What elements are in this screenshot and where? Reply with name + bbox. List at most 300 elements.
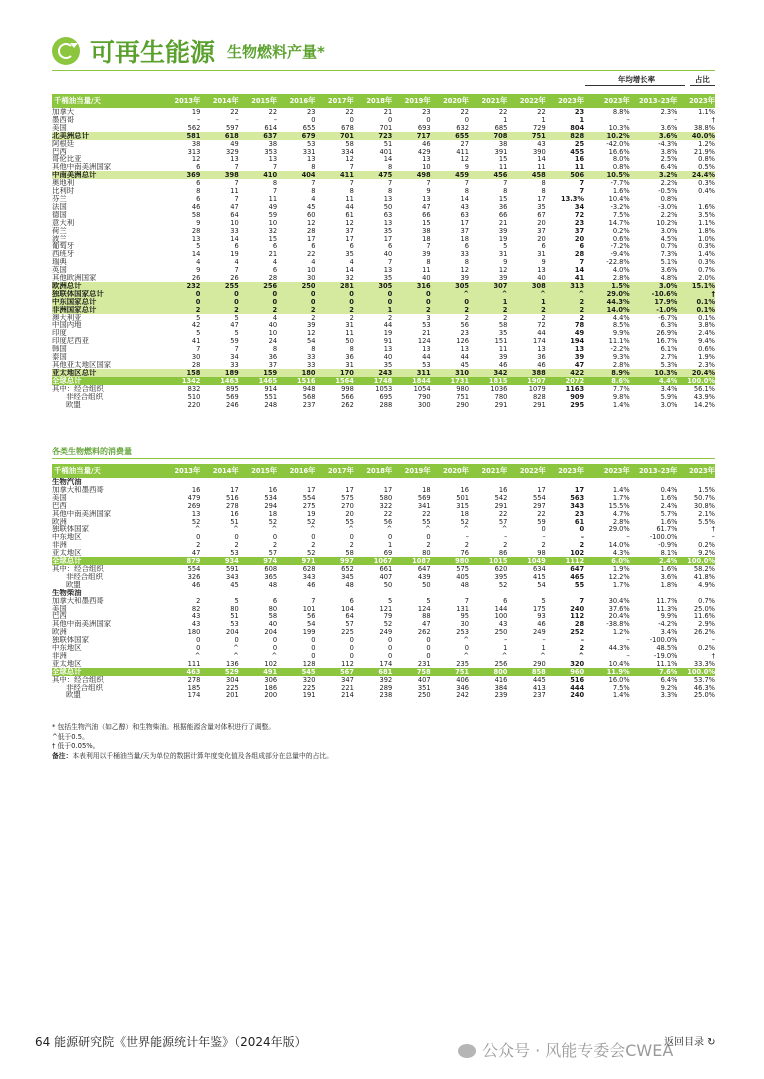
table-cell: 6: [272, 266, 278, 275]
column-header: 2013–23年: [630, 94, 678, 108]
table-cell: 15: [498, 155, 508, 164]
table-cell: 8: [349, 345, 354, 354]
table-cell: 46: [307, 580, 316, 589]
table-row: [52, 486, 715, 494]
row-label: 法国: [52, 202, 67, 211]
table-cell: 54: [537, 580, 546, 589]
table-cell: 331: [302, 147, 316, 156]
table-cell: 199: [302, 628, 316, 637]
column-header: 2023年: [546, 94, 584, 108]
table-cell: [354, 478, 392, 486]
table-cell: 15.5%: [608, 501, 630, 510]
table-cell: 6: [311, 242, 316, 251]
table-cell: [315, 478, 353, 486]
table-cell: 568: [302, 392, 316, 401]
table-row: [52, 668, 715, 676]
table-cell: 20: [574, 234, 585, 243]
table-cell: 91: [383, 337, 393, 346]
table-cell: 86: [498, 549, 508, 558]
table-cell: 45: [230, 580, 239, 589]
table-cell: -100.0%: [649, 636, 678, 645]
table-cell: 281: [315, 282, 353, 290]
table-cell: 37: [268, 361, 278, 369]
table-cell: [469, 589, 507, 597]
table-cell: 52: [268, 517, 278, 526]
table-row: [52, 171, 715, 179]
table-cell: 0: [349, 636, 354, 645]
table-row: [52, 258, 715, 266]
column-header: 2021年: [469, 464, 507, 478]
table-cell: 61.7%: [656, 525, 678, 534]
table-cell: 343: [570, 501, 585, 510]
row-label: 欧盟: [66, 580, 81, 589]
table-cell: 6.4%: [660, 163, 678, 172]
table-cell: 334: [341, 147, 354, 156]
table-cell: 58: [191, 210, 201, 219]
table-cell: 12: [460, 155, 469, 164]
table-cell: 8.5%: [612, 321, 630, 330]
table-cell: 36: [268, 353, 278, 361]
table-cell: 48: [345, 580, 354, 589]
table-cell: 30: [191, 353, 201, 361]
table-cell: 7: [349, 179, 354, 188]
table-cell: -7.7%: [610, 179, 630, 188]
table-cell: 256: [239, 282, 277, 290]
table-cell: 6: [503, 596, 508, 605]
table-cell: 2: [196, 596, 201, 605]
table-cell: 15.1%: [677, 282, 715, 290]
table-cell: 2.2%: [660, 179, 678, 188]
table-cell: 174: [379, 659, 393, 668]
table-cell: 4: [349, 258, 354, 267]
row-label: 泰国: [52, 353, 67, 361]
table-cell: 28: [191, 361, 201, 369]
table-cell: 0: [426, 115, 431, 124]
table-cell: 758: [392, 668, 430, 676]
table-cell: 22: [307, 250, 316, 259]
table-cell: 0: [272, 636, 278, 645]
table-cell: 5: [426, 596, 431, 605]
table-cell: 681: [354, 668, 392, 676]
table-cell: 44: [345, 202, 354, 211]
table-cell: 0: [392, 298, 430, 306]
table-cell: 290: [456, 400, 469, 409]
table-cell: –: [626, 636, 630, 645]
table-cell: 246: [226, 400, 239, 409]
row-label: 欧洲: [52, 517, 67, 526]
row-label: 其中：经合组织: [52, 384, 104, 393]
table-cell: 3.0%: [630, 282, 678, 290]
table-cell: 0: [387, 115, 393, 124]
table-cell: 47: [230, 321, 239, 330]
table-cell: 17: [383, 234, 393, 243]
table-cell: 2: [469, 306, 507, 314]
table-cell: 15: [422, 218, 431, 227]
table-cell: 8: [541, 187, 546, 195]
table-cell: [677, 589, 715, 597]
table-cell: 22: [537, 509, 546, 518]
table-cell: 58: [498, 321, 508, 330]
table-cell: 47: [422, 202, 431, 211]
row-label: 其他中南美洲国家: [52, 163, 112, 172]
table-cell: 10: [268, 218, 278, 227]
table-cell: 204: [226, 628, 239, 637]
table-cell: 7: [387, 258, 393, 267]
column-header: 2020年: [431, 94, 469, 108]
table-row: [52, 235, 715, 243]
table-cell: 9.8%: [612, 392, 630, 401]
table-cell: 0: [579, 525, 585, 534]
table-cell: †: [711, 651, 715, 660]
table-row: [52, 290, 715, 298]
table-cell: 7: [311, 179, 316, 188]
table-cell: ^: [271, 525, 278, 534]
column-header: 2013年: [162, 464, 200, 478]
table-cell: 315: [456, 501, 469, 510]
row-label: 非洲: [52, 651, 67, 660]
table-cell: 269: [187, 501, 201, 510]
growth-label: 年均增长率: [618, 75, 655, 84]
table-cell: 316: [392, 282, 430, 290]
table-cell: 13: [574, 345, 585, 354]
table-cell: 18: [460, 234, 469, 243]
table-cell: 2: [426, 541, 431, 550]
table-cell: 3.6%: [660, 572, 678, 581]
table-cell: 554: [187, 564, 201, 573]
row-label: 西班牙: [52, 250, 75, 259]
table-cell: 655: [302, 123, 316, 132]
table-cell: 1: [503, 644, 508, 652]
table-cell: 11.1%: [656, 659, 678, 668]
row-label: 中东地区: [52, 644, 82, 652]
table-cell: 131: [456, 604, 469, 613]
column-header: 2017年: [315, 94, 353, 108]
table-cell: 0: [315, 298, 353, 306]
table-cell: 0: [196, 636, 201, 645]
table-cell: 310: [431, 369, 469, 377]
table-cell: 2: [579, 541, 585, 550]
table-cell: 2.8%: [612, 274, 630, 282]
table-cell: 52: [498, 580, 508, 589]
table-row: [52, 242, 715, 250]
table-cell: 2.2%: [660, 210, 678, 219]
table-cell: 44: [537, 329, 546, 338]
table-cell: 8: [387, 163, 393, 172]
table-cell: 14: [345, 266, 354, 275]
table-cell: 225: [302, 683, 316, 692]
row-label: 非洲: [52, 541, 67, 550]
table-cell: 1.9%: [612, 564, 630, 573]
table-cell: 1067: [354, 557, 392, 565]
table-cell: 300: [417, 400, 431, 409]
table-cell: 5.3%: [660, 361, 678, 369]
table-cell: 0: [464, 644, 469, 652]
row-label: 欧盟: [66, 400, 81, 409]
table-cell: 351: [417, 683, 431, 692]
table-cell: –: [542, 636, 546, 645]
table-cell: 7: [234, 163, 239, 172]
row-label: 加拿大和墨西哥: [52, 596, 104, 605]
row-label: 哥伦比亚: [52, 155, 82, 164]
table-cell: 61: [345, 210, 354, 219]
table-cell: 100: [494, 612, 508, 621]
table-cell: 717: [392, 132, 430, 140]
biofuel-consumption-table: [52, 464, 715, 699]
table-cell: 58: [345, 139, 354, 148]
page-title: 可再生能源: [90, 38, 216, 67]
table-cell: -6.7%: [658, 313, 678, 322]
table-cell: 5: [196, 329, 201, 338]
table-cell: 9.2%: [698, 549, 715, 558]
table-cell: 0: [272, 644, 278, 652]
table-cell: 2: [546, 298, 584, 306]
table-cell: 8: [196, 187, 201, 195]
table-row: [52, 314, 715, 322]
table-row: [52, 274, 715, 282]
table-cell: 220: [187, 400, 201, 409]
table-cell: [392, 589, 430, 597]
table-cell: 3.4%: [660, 384, 678, 393]
table-cell: 960: [546, 668, 584, 676]
remark-label: 备注：: [52, 751, 73, 760]
biofuel-production-table: [52, 94, 715, 408]
table-cell: 4.3%: [612, 549, 630, 558]
table-cell: 31: [345, 361, 354, 369]
table-cell: 112: [570, 612, 585, 621]
table-cell: 33: [230, 226, 239, 235]
table-cell: 5: [234, 596, 239, 605]
table-cell: –: [626, 115, 630, 124]
table-cell: 31: [498, 250, 508, 259]
table-cell: 79: [383, 612, 393, 621]
table-cell: 0: [200, 298, 238, 306]
table-cell: 2: [541, 541, 546, 550]
footnote-3: † 低于0.05%。: [52, 742, 100, 750]
table-cell: 174: [187, 691, 201, 700]
table-cell: 0: [239, 290, 277, 298]
table-cell: 37: [537, 226, 546, 235]
table-cell: -22.8%: [606, 258, 630, 267]
table-cell: 510: [187, 392, 201, 401]
table-cell: 38.8%: [693, 123, 715, 132]
table-cell: 294: [264, 501, 278, 510]
table-cell: 46: [191, 202, 201, 211]
table-row: [52, 589, 715, 597]
table-cell: 542: [494, 493, 508, 502]
column-header: 2023年: [677, 94, 715, 108]
table-cell: 3.0%: [660, 226, 678, 235]
table-cell: 240: [570, 604, 585, 613]
table-cell: 50: [345, 337, 354, 346]
table-row: [52, 652, 715, 660]
row-label: 全球总计: [52, 668, 162, 676]
table-cell: 1564: [315, 377, 353, 385]
table-cell: 100.0%: [677, 668, 715, 676]
row-label: 亚太地区: [52, 659, 82, 668]
row-label: 印度: [52, 329, 67, 338]
table-cell: 422: [546, 369, 584, 377]
table-cell: 479: [187, 493, 201, 502]
back-to-contents-link[interactable]: 返回目录 ↻: [664, 1037, 716, 1048]
table-cell: 12.2%: [608, 572, 630, 581]
table-cell: 13: [191, 234, 201, 243]
row-label: 生物汽油: [52, 478, 82, 486]
table-cell: 151: [494, 337, 508, 346]
table-cell: 465: [570, 572, 585, 581]
table-cell: [200, 589, 238, 597]
table-cell: 238: [379, 691, 393, 700]
watermark-text: 公众号 · 风能专委会CWEA: [482, 1041, 674, 1060]
table-cell: 6: [234, 242, 239, 251]
table-cell: 291: [494, 400, 508, 409]
table-row: [52, 369, 715, 377]
table-cell: 384: [494, 683, 508, 692]
table-cell: –: [674, 115, 678, 124]
table-cell: 189: [200, 369, 238, 377]
table-cell: 341: [417, 501, 431, 510]
row-label: 加拿大和墨西哥: [52, 485, 104, 494]
table-cell: 632: [456, 123, 469, 132]
table-cell: 57: [345, 620, 354, 629]
table-cell: 1: [503, 115, 508, 124]
table-cell: 998: [341, 384, 354, 393]
table-cell: 828: [546, 132, 584, 140]
table-cell: 43: [191, 612, 201, 621]
table-cell: 2: [392, 306, 430, 314]
table-cell: 0.3%: [698, 242, 715, 251]
table-cell: ^: [463, 525, 469, 534]
table-cell: ^: [194, 651, 201, 660]
table-cell: 20.4%: [677, 369, 715, 377]
table-cell: 59: [268, 210, 278, 219]
table-row: [52, 195, 715, 203]
table-cell: 0: [196, 533, 201, 542]
row-label: 美国: [52, 123, 67, 132]
row-label: 意大利: [52, 218, 75, 227]
table-cell: 88: [422, 612, 431, 621]
table-cell: 39: [574, 353, 585, 361]
table-cell: 204: [264, 628, 278, 637]
row-label: 墨西哥: [52, 115, 75, 124]
table-cell: –: [580, 636, 585, 645]
table-cell: 23: [574, 218, 585, 227]
table-cell: 25.0%: [693, 604, 715, 613]
table-cell: 9: [196, 218, 201, 227]
table-cell: 112: [341, 659, 354, 668]
table-row: [52, 573, 715, 581]
table-cell: 416: [494, 675, 508, 684]
table-cell: 43: [460, 202, 469, 211]
table-cell: 17: [307, 485, 316, 494]
table-cell: 40: [383, 353, 393, 361]
table-cell: 7.6%: [630, 668, 678, 676]
table-cell: 55: [422, 517, 431, 526]
table-cell: 1.9%: [698, 353, 715, 361]
table-cell: 38: [422, 226, 431, 235]
table-cell: 61: [574, 517, 585, 526]
table-cell: 0: [349, 115, 354, 124]
table-cell: 40: [383, 250, 393, 259]
table-cell: [200, 478, 238, 486]
table-cell: 58.2%: [693, 564, 715, 573]
table-cell: 13: [383, 266, 393, 275]
table-cell: 10.3%: [630, 369, 678, 377]
table-cell: 11: [574, 163, 585, 172]
table-cell: 243: [354, 369, 392, 377]
table-cell: 4: [196, 258, 201, 267]
table-cell: 255: [200, 282, 238, 290]
table-cell: 69: [383, 549, 393, 558]
table-row: [52, 533, 715, 541]
table-cell: 1.6%: [660, 564, 678, 573]
table-cell: [162, 478, 200, 486]
table-cell: 948: [302, 384, 316, 393]
share-rule: [690, 85, 715, 86]
table-cell: 392: [379, 675, 393, 684]
table-row: [52, 605, 715, 613]
table-cell: 33.3%: [693, 659, 715, 668]
table-cell: 444: [570, 683, 585, 692]
table-cell: 398: [200, 171, 238, 179]
table-cell: 729: [533, 123, 546, 132]
table-cell: 1.4%: [612, 400, 630, 409]
column-header: 2019年: [392, 464, 430, 478]
table-cell: 232: [162, 282, 200, 290]
table-cell: 53: [307, 139, 316, 148]
table-cell: 313: [187, 147, 201, 156]
table-cell: 16: [268, 485, 278, 494]
table-cell: 2: [579, 644, 585, 652]
table-cell: 1463: [200, 377, 238, 385]
table-cell: ^: [425, 525, 431, 534]
table-row: [52, 282, 715, 290]
table-cell: 7: [579, 187, 585, 195]
column-header: 2020年: [431, 464, 469, 478]
table-cell: 8.8%: [612, 108, 630, 116]
table-cell: 21: [498, 218, 508, 227]
table-cell: 7: [234, 266, 239, 275]
table-cell: 2.4%: [660, 501, 678, 510]
table-cell: 144: [494, 604, 508, 613]
table-cell: 13: [537, 345, 546, 354]
table-cell: 33: [230, 361, 239, 369]
table-cell: 6: [541, 242, 546, 251]
table-cell: 407: [417, 675, 431, 684]
table-cell: 306: [264, 675, 278, 684]
table-cell: 13: [191, 509, 201, 518]
table-cell: 1748: [354, 377, 392, 385]
table-cell: 0: [196, 644, 201, 652]
table-cell: 291: [494, 501, 508, 510]
table-cell: 237: [302, 400, 316, 409]
table-cell: 22: [383, 509, 393, 518]
table-cell: 49: [268, 202, 278, 211]
table-row: [52, 155, 715, 163]
table-cell: 2.9%: [698, 620, 715, 629]
table-cell: [239, 478, 277, 486]
table-cell: 1: [541, 115, 546, 124]
table-cell: 498: [392, 171, 430, 179]
table-cell: –: [465, 533, 469, 542]
renewable-recycle-icon: [52, 37, 80, 65]
table-cell: 23: [574, 509, 585, 518]
table-cell: 14: [383, 155, 393, 164]
table-cell: 1087: [392, 557, 430, 565]
table-cell: ^: [233, 525, 239, 534]
table-row: [52, 557, 715, 565]
table-cell: 804: [570, 123, 585, 132]
table-cell: 60: [307, 210, 316, 219]
